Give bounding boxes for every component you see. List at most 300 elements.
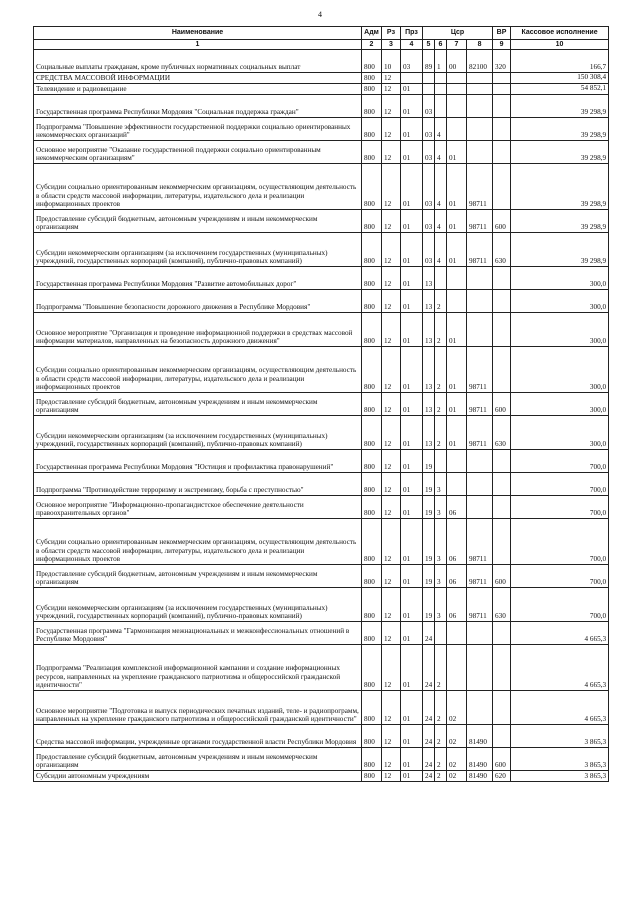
row-csr-activity: [447, 95, 467, 118]
row-name: Государственная программа "Гармонизация межнациональных и межконфессиональных отношений в Республике Мордовия": [34, 622, 362, 645]
row-cash-amount: 300,0: [511, 347, 609, 393]
row-csr-subprogram: 4: [435, 164, 447, 210]
row-rz: 12: [382, 622, 401, 645]
row-cash-amount: 166,7: [511, 50, 609, 73]
row-csr-direction: 98711: [467, 416, 493, 450]
row-cash-amount: 700,0: [511, 496, 609, 519]
row-adm: 800: [362, 565, 382, 588]
column-number: 7: [447, 40, 467, 50]
table-row: [34, 84, 609, 95]
row-csr-program: 13: [423, 267, 435, 290]
row-vr: [493, 473, 511, 496]
row-adm: 800: [362, 73, 382, 84]
row-adm: 800: [362, 622, 382, 645]
row-csr-subprogram: 3: [435, 565, 447, 588]
row-csr-program: 19: [423, 450, 435, 473]
row-csr-program: 24: [423, 725, 435, 748]
column-number: 6: [435, 40, 447, 50]
row-csr-direction: [467, 267, 493, 290]
row-adm: 800: [362, 691, 382, 725]
row-cash-amount: 300,0: [511, 416, 609, 450]
row-csr-activity: 01: [447, 416, 467, 450]
row-vr: [493, 496, 511, 519]
row-csr-program: 03: [423, 164, 435, 210]
row-prz: 01: [401, 519, 423, 565]
row-vr: [493, 84, 511, 95]
row-csr-subprogram: [435, 73, 447, 84]
row-csr-subprogram: 3: [435, 473, 447, 496]
row-rz: 12: [382, 748, 401, 771]
table-row: [34, 267, 609, 290]
row-csr-subprogram: 2: [435, 725, 447, 748]
row-adm: 800: [362, 645, 382, 691]
row-csr-program: 19: [423, 496, 435, 519]
row-rz: 12: [382, 164, 401, 210]
row-csr-subprogram: 4: [435, 233, 447, 267]
row-csr-direction: [467, 496, 493, 519]
row-name: Предоставление субсидий бюджетным, автономным учреждениям и иным некоммерческим организациям: [34, 748, 362, 771]
row-name: Социальные выплаты гражданам, кроме публичных нормативных социальных выплат: [34, 50, 362, 73]
row-adm: 800: [362, 290, 382, 313]
row-adm: 800: [362, 771, 382, 782]
row-rz: 12: [382, 210, 401, 233]
row-csr-activity: 01: [447, 233, 467, 267]
row-adm: 800: [362, 233, 382, 267]
row-adm: 800: [362, 519, 382, 565]
row-adm: 800: [362, 588, 382, 622]
row-csr-subprogram: [435, 84, 447, 95]
row-cash-amount: 300,0: [511, 267, 609, 290]
row-csr-direction: 98711: [467, 233, 493, 267]
row-csr-program: 03: [423, 141, 435, 164]
row-csr-subprogram: [435, 95, 447, 118]
row-cash-amount: 4 665,3: [511, 645, 609, 691]
row-rz: 12: [382, 313, 401, 347]
table-row: [34, 622, 609, 645]
row-csr-subprogram: 2: [435, 347, 447, 393]
row-adm: 800: [362, 496, 382, 519]
table-row: [34, 313, 609, 347]
row-prz: 01: [401, 267, 423, 290]
row-name: Субсидии социально ориентированным некоммерческим организациям, осуществляющим деятельность в области средств массовой информации, литературы, издательского дела и реализации информационных проектов: [34, 347, 362, 393]
table-row: [34, 73, 609, 84]
row-csr-program: 24: [423, 771, 435, 782]
row-csr-program: 19: [423, 519, 435, 565]
row-vr: 600: [493, 748, 511, 771]
row-csr-direction: [467, 645, 493, 691]
header-rz: Рз: [382, 27, 401, 40]
row-cash-amount: 39 298,9: [511, 118, 609, 141]
row-csr-activity: 01: [447, 141, 467, 164]
row-csr-subprogram: [435, 622, 447, 645]
row-cash-amount: 700,0: [511, 473, 609, 496]
row-csr-direction: 98711: [467, 393, 493, 416]
row-adm: 800: [362, 393, 382, 416]
row-adm: 800: [362, 748, 382, 771]
row-cash-amount: 3 865,3: [511, 725, 609, 748]
row-name: Основное мероприятие "Организация и проведение информационной поддержки в средствах массовой информации материалов, направленных на безопасность дорожного движения": [34, 313, 362, 347]
row-csr-activity: 01: [447, 393, 467, 416]
row-vr: [493, 313, 511, 347]
row-prz: 01: [401, 473, 423, 496]
row-prz: 01: [401, 393, 423, 416]
row-csr-direction: 98711: [467, 588, 493, 622]
row-csr-program: 89: [423, 50, 435, 73]
row-vr: 600: [493, 565, 511, 588]
row-name: Субсидии некоммерческим организациям (за исключением государственных (муниципальных) учреждений, государственных корпораций (компаний), публично-правовых компаний): [34, 588, 362, 622]
row-csr-program: 13: [423, 347, 435, 393]
row-rz: 12: [382, 691, 401, 725]
row-csr-subprogram: 3: [435, 496, 447, 519]
row-csr-program: [423, 84, 435, 95]
row-rz: 12: [382, 645, 401, 691]
table-row: [34, 95, 609, 118]
row-rz: 12: [382, 267, 401, 290]
row-name: Подпрограмма "Повышение безопасности дорожного движения в Республике Мордовия": [34, 290, 362, 313]
row-adm: 800: [362, 416, 382, 450]
row-csr-subprogram: 2: [435, 290, 447, 313]
table-row: [34, 691, 609, 725]
row-rz: 12: [382, 141, 401, 164]
row-vr: [493, 290, 511, 313]
row-csr-direction: 81490: [467, 725, 493, 748]
row-prz: 01: [401, 290, 423, 313]
row-vr: [493, 164, 511, 210]
row-adm: 800: [362, 95, 382, 118]
row-name: Субсидии социально ориентированным некоммерческим организациям, осуществляющим деятельность в области средств массовой информации, литературы, издательского дела и реализации информационных проектов: [34, 519, 362, 565]
row-cash-amount: 700,0: [511, 588, 609, 622]
column-number: 9: [493, 40, 511, 50]
row-vr: [493, 725, 511, 748]
row-name: Субсидии социально ориентированным некоммерческим организациям, осуществляющим деятельность в области средств массовой информации, литературы, издательского дела и реализации информационных проектов: [34, 164, 362, 210]
row-csr-activity: 02: [447, 748, 467, 771]
row-vr: [493, 622, 511, 645]
row-vr: 630: [493, 416, 511, 450]
row-csr-activity: 02: [447, 725, 467, 748]
row-csr-subprogram: 2: [435, 691, 447, 725]
row-csr-activity: [447, 118, 467, 141]
row-csr-direction: [467, 450, 493, 473]
table-row: [34, 210, 609, 233]
row-csr-direction: 98711: [467, 210, 493, 233]
row-csr-program: 03: [423, 210, 435, 233]
row-vr: 600: [493, 210, 511, 233]
row-cash-amount: 300,0: [511, 313, 609, 347]
row-csr-program: 03: [423, 233, 435, 267]
row-rz: 12: [382, 347, 401, 393]
row-prz: 01: [401, 691, 423, 725]
row-rz: 12: [382, 233, 401, 267]
row-csr-program: 13: [423, 393, 435, 416]
row-csr-subprogram: 2: [435, 748, 447, 771]
table-row: [34, 771, 609, 782]
column-number: 10: [511, 40, 609, 50]
row-name: Основное мероприятие "Подготовка и выпуск периодических печатных изданий, теле- и радиопрограмм, направленных на укрепление гражданского патриотизма и общероссийской гражданской идентичности": [34, 691, 362, 725]
row-cash-amount: 700,0: [511, 565, 609, 588]
row-csr-program: 03: [423, 95, 435, 118]
row-prz: 01: [401, 771, 423, 782]
column-number: 3: [382, 40, 401, 50]
row-vr: 600: [493, 393, 511, 416]
row-csr-activity: 00: [447, 50, 467, 73]
row-adm: 800: [362, 118, 382, 141]
row-vr: 620: [493, 771, 511, 782]
row-prz: 01: [401, 84, 423, 95]
row-name: Субсидии автономным учреждениям: [34, 771, 362, 782]
row-csr-direction: 81490: [467, 771, 493, 782]
row-name: Субсидии некоммерческим организациям (за исключением государственных (муниципальных) учреждений, государственных корпораций (компаний), публично-правовых компаний): [34, 416, 362, 450]
row-cash-amount: 54 852,1: [511, 84, 609, 95]
table-row: [34, 473, 609, 496]
row-csr-direction: 98711: [467, 565, 493, 588]
header-prz: Прз: [401, 27, 423, 40]
table-row: [34, 50, 609, 73]
row-csr-direction: [467, 473, 493, 496]
table-row: [34, 565, 609, 588]
row-prz: 01: [401, 118, 423, 141]
row-csr-program: 24: [423, 622, 435, 645]
row-csr-subprogram: 4: [435, 141, 447, 164]
row-csr-program: [423, 73, 435, 84]
row-vr: [493, 519, 511, 565]
row-csr-activity: [447, 645, 467, 691]
row-adm: 800: [362, 725, 382, 748]
row-rz: 12: [382, 725, 401, 748]
row-csr-activity: 02: [447, 771, 467, 782]
row-name: СРЕДСТВА МАССОВОЙ ИНФОРМАЦИИ: [34, 73, 362, 84]
row-cash-amount: 39 298,9: [511, 210, 609, 233]
row-prz: 01: [401, 565, 423, 588]
row-name: Предоставление субсидий бюджетным, автономным учреждениям и иным некоммерческим организациям: [34, 210, 362, 233]
row-csr-activity: [447, 267, 467, 290]
row-rz: 12: [382, 84, 401, 95]
table-row: [34, 588, 609, 622]
row-prz: 01: [401, 645, 423, 691]
table-row: [34, 118, 609, 141]
row-rz: 12: [382, 496, 401, 519]
row-prz: 01: [401, 95, 423, 118]
table-row: [34, 393, 609, 416]
row-vr: [493, 450, 511, 473]
row-csr-program: 03: [423, 118, 435, 141]
row-name: Средства массовой информации, учрежденные органами государственной власти Республики Мордовия: [34, 725, 362, 748]
row-csr-activity: [447, 73, 467, 84]
row-csr-direction: [467, 118, 493, 141]
row-vr: [493, 645, 511, 691]
row-cash-amount: 150 308,4: [511, 73, 609, 84]
column-number: 4: [401, 40, 423, 50]
row-adm: 800: [362, 450, 382, 473]
row-csr-activity: [447, 473, 467, 496]
row-csr-direction: 98711: [467, 347, 493, 393]
row-vr: 630: [493, 588, 511, 622]
row-prz: 01: [401, 347, 423, 393]
row-csr-program: 13: [423, 313, 435, 347]
row-prz: 01: [401, 748, 423, 771]
row-csr-activity: 06: [447, 565, 467, 588]
row-adm: 800: [362, 313, 382, 347]
row-csr-subprogram: 2: [435, 645, 447, 691]
row-adm: 800: [362, 50, 382, 73]
column-number: 8: [467, 40, 493, 50]
row-csr-program: 13: [423, 416, 435, 450]
row-csr-direction: [467, 73, 493, 84]
row-csr-program: 19: [423, 565, 435, 588]
row-cash-amount: 300,0: [511, 393, 609, 416]
row-csr-subprogram: 4: [435, 210, 447, 233]
column-number: 1: [34, 40, 362, 50]
row-csr-direction: [467, 622, 493, 645]
row-csr-program: 24: [423, 748, 435, 771]
row-rz: 12: [382, 588, 401, 622]
row-rz: 12: [382, 416, 401, 450]
row-prz: 03: [401, 50, 423, 73]
row-prz: 01: [401, 622, 423, 645]
row-csr-subprogram: 4: [435, 118, 447, 141]
table-row: [34, 164, 609, 210]
row-name: Предоставление субсидий бюджетным, автономным учреждениям и иным некоммерческим организациям: [34, 393, 362, 416]
row-csr-activity: 01: [447, 313, 467, 347]
row-name: Подпрограмма "Повышение эффективности государственной поддержки социально ориентированных некоммерческих организаций": [34, 118, 362, 141]
row-csr-subprogram: 2: [435, 416, 447, 450]
row-cash-amount: 4 665,3: [511, 622, 609, 645]
row-csr-subprogram: 3: [435, 588, 447, 622]
row-name: Государственная программа Республики Мордовия "Социальная поддержка граждан": [34, 95, 362, 118]
row-prz: 01: [401, 210, 423, 233]
row-name: Телевидение и радиовещание: [34, 84, 362, 95]
column-number: 5: [423, 40, 435, 50]
row-cash-amount: 300,0: [511, 290, 609, 313]
row-adm: 800: [362, 347, 382, 393]
row-name: Подпрограмма "Реализация комплексной информационной кампании и создание информационных ресурсов, направленных на укрепление гражданского патриотизма и общероссийской гражданской идентичности": [34, 645, 362, 691]
row-csr-direction: 81490: [467, 748, 493, 771]
header-row: [34, 27, 609, 40]
row-adm: 800: [362, 141, 382, 164]
row-csr-subprogram: 2: [435, 771, 447, 782]
row-csr-subprogram: 2: [435, 393, 447, 416]
row-rz: 12: [382, 565, 401, 588]
row-csr-direction: [467, 84, 493, 95]
table-row: [34, 748, 609, 771]
row-vr: [493, 691, 511, 725]
row-csr-activity: 01: [447, 347, 467, 393]
row-cash-amount: 700,0: [511, 519, 609, 565]
header-adm: Адм: [362, 27, 382, 40]
row-rz: 12: [382, 473, 401, 496]
header-cash: Кассовое исполнение: [511, 27, 609, 40]
header-csr: Цср: [423, 27, 493, 40]
row-name: Подпрограмма "Противодействие терроризму и экстремизму, борьба с преступностью": [34, 473, 362, 496]
header-name: Наименование: [34, 27, 362, 40]
row-name: Государственная программа Республики Мордовия "Юстиция и профилактика правонарушений": [34, 450, 362, 473]
row-vr: 320: [493, 50, 511, 73]
row-name: Основное мероприятие "Оказание государственной поддержки социально ориентированным некоммерческим организациям": [34, 141, 362, 164]
row-csr-activity: 06: [447, 588, 467, 622]
row-csr-activity: 02: [447, 691, 467, 725]
row-prz: 01: [401, 233, 423, 267]
row-rz: 12: [382, 393, 401, 416]
row-adm: 800: [362, 210, 382, 233]
table-row: [34, 233, 609, 267]
row-cash-amount: 39 298,9: [511, 95, 609, 118]
row-rz: 12: [382, 118, 401, 141]
row-csr-activity: 06: [447, 519, 467, 565]
row-vr: [493, 118, 511, 141]
row-prz: 01: [401, 725, 423, 748]
row-vr: [493, 95, 511, 118]
row-cash-amount: 3 865,3: [511, 748, 609, 771]
row-vr: [493, 347, 511, 393]
row-csr-activity: [447, 450, 467, 473]
row-rz: 12: [382, 95, 401, 118]
row-csr-activity: [447, 622, 467, 645]
table-row: [34, 290, 609, 313]
row-csr-subprogram: [435, 450, 447, 473]
row-csr-direction: [467, 141, 493, 164]
row-prz: [401, 73, 423, 84]
row-vr: [493, 141, 511, 164]
row-cash-amount: 3 865,3: [511, 771, 609, 782]
row-prz: 01: [401, 141, 423, 164]
row-csr-program: 19: [423, 473, 435, 496]
row-csr-activity: [447, 290, 467, 313]
row-prz: 01: [401, 416, 423, 450]
page-number: 4: [318, 10, 322, 19]
row-csr-subprogram: 1: [435, 50, 447, 73]
row-adm: 800: [362, 267, 382, 290]
row-csr-program: 24: [423, 645, 435, 691]
row-cash-amount: 4 665,3: [511, 691, 609, 725]
row-csr-program: 24: [423, 691, 435, 725]
row-name: Субсидии некоммерческим организациям (за исключением государственных (муниципальных) учреждений, государственных корпораций (компаний), публично-правовых компаний): [34, 233, 362, 267]
row-csr-program: 13: [423, 290, 435, 313]
row-adm: 800: [362, 164, 382, 210]
row-name: Государственная программа Республики Мордовия "Развитие автомобильных дорог": [34, 267, 362, 290]
column-number: 2: [362, 40, 382, 50]
row-prz: 01: [401, 313, 423, 347]
row-prz: 01: [401, 164, 423, 210]
row-csr-subprogram: 3: [435, 519, 447, 565]
row-csr-direction: 98711: [467, 164, 493, 210]
column-number-row: [34, 40, 609, 50]
row-name: Основное мероприятие "Информационно-пропагандистское обеспечение деятельности правоохранительных органов": [34, 496, 362, 519]
row-csr-direction: [467, 95, 493, 118]
row-csr-subprogram: [435, 267, 447, 290]
row-adm: 800: [362, 473, 382, 496]
row-rz: 12: [382, 450, 401, 473]
row-vr: 630: [493, 233, 511, 267]
table-row: [34, 519, 609, 565]
row-prz: 01: [401, 588, 423, 622]
table-row: [34, 725, 609, 748]
row-csr-activity: [447, 84, 467, 95]
row-adm: 800: [362, 84, 382, 95]
table-row: [34, 416, 609, 450]
table-row: [34, 645, 609, 691]
row-csr-activity: 01: [447, 164, 467, 210]
row-prz: 01: [401, 496, 423, 519]
row-csr-program: 19: [423, 588, 435, 622]
row-csr-activity: 01: [447, 210, 467, 233]
table-row: [34, 496, 609, 519]
row-rz: 12: [382, 519, 401, 565]
row-csr-subprogram: 2: [435, 313, 447, 347]
row-csr-direction: [467, 313, 493, 347]
row-cash-amount: 39 298,9: [511, 233, 609, 267]
row-csr-activity: 06: [447, 496, 467, 519]
row-vr: [493, 73, 511, 84]
budget-execution-table: [33, 26, 609, 782]
